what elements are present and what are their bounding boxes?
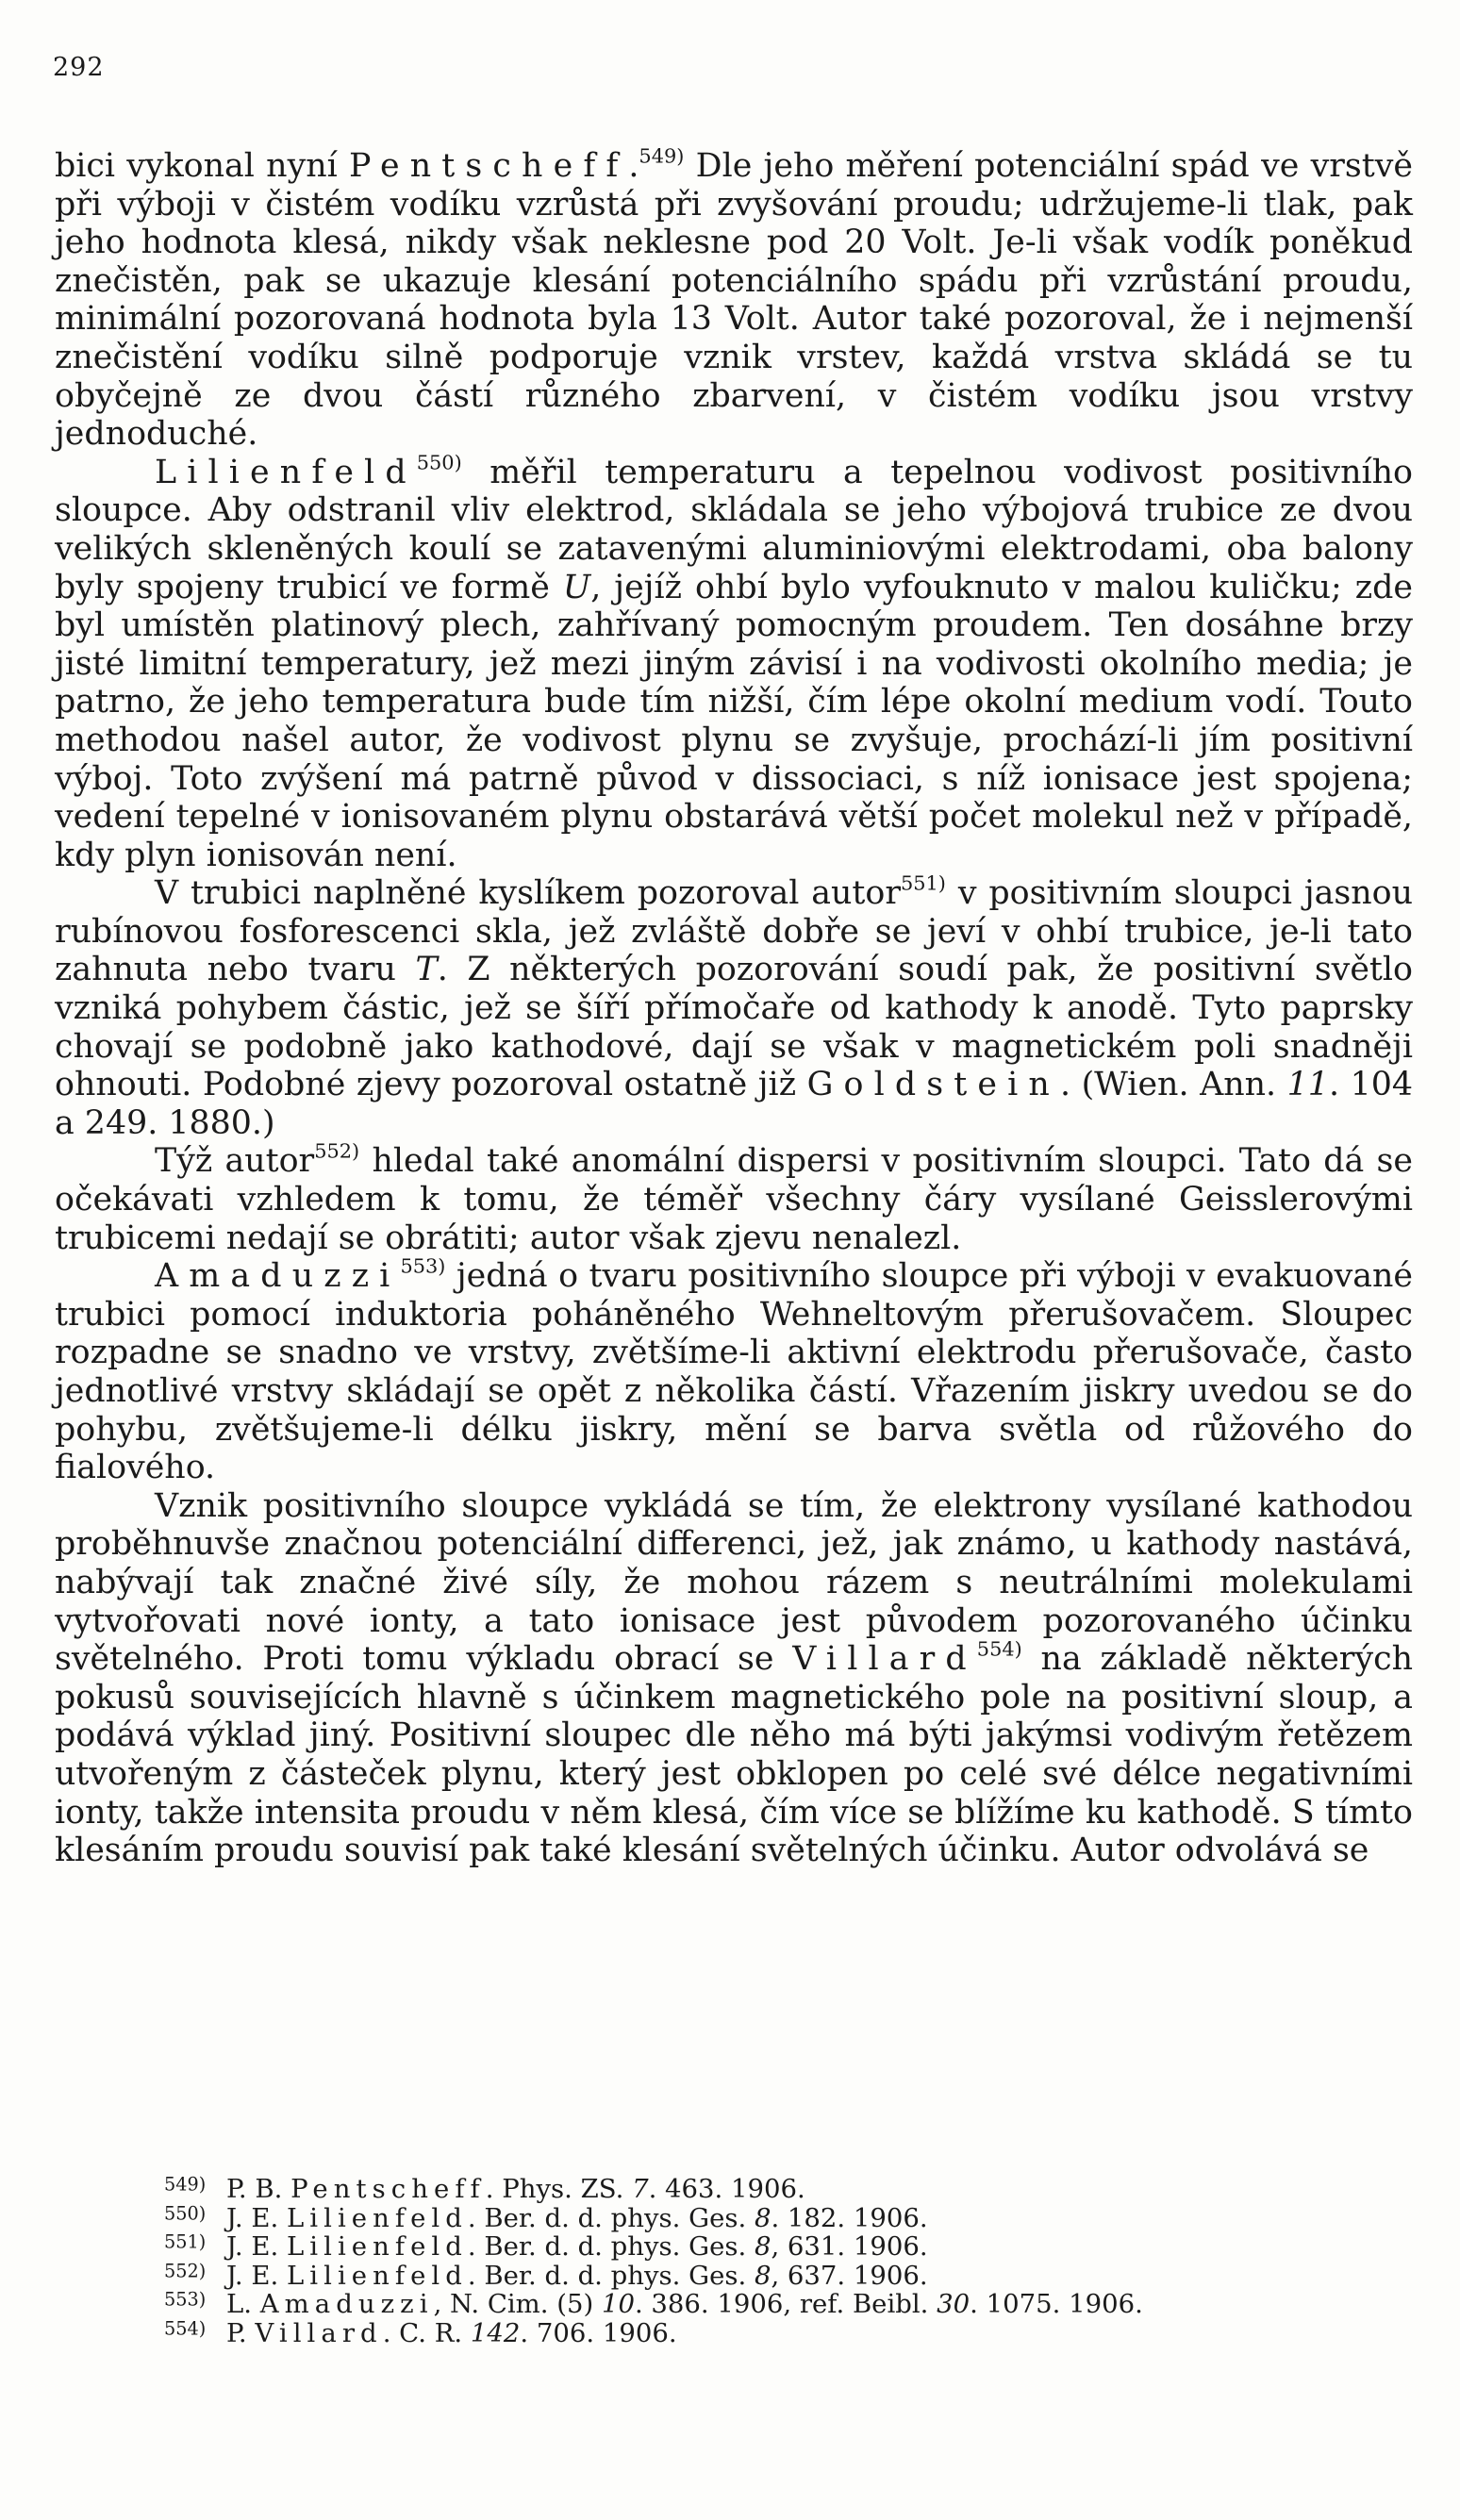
italic-text: 142 xyxy=(470,2317,521,2348)
text-run: . 182. 1906. xyxy=(771,2202,928,2233)
footnote-number: 549) xyxy=(164,2173,207,2196)
footnote-marker xyxy=(164,2262,226,2291)
text-run: jedná o tvaru positivního sloupce při výboji v evakuované trubici pomocí induktoria poháněného Wehneltovým přerušovačem. Sloupec rozpadne se snadno ve vrstvy, zvětšíme-li aktivní elektrodu přerušovače, často jednotlivé vrstvy skládají se opět z několika částí. Vřazením jiskry uvedou se do pohybu, zvětšujeme-li délku jiskry, mění se barva světla od růžového do fialového. xyxy=(55,1257,1413,1487)
footnote-number: 551) xyxy=(164,2230,207,2253)
spaced-name: Lilienfeld xyxy=(286,2260,468,2291)
text-run: V trubici naplněné kyslíkem pozoroval autor xyxy=(155,874,901,913)
footnote-marker xyxy=(164,2201,226,2233)
italic-text: 11 xyxy=(1286,1066,1329,1104)
text-run: , jejíž ohbí bylo vyfouknuto v malou kuličku; zde byl umístěn platinový plech, zahřívaný pomocným proudem. Ten dosáhne brzy jisté limitní temperatury, jež mezi jiným závisí i na vodivosti okolního media; je patrno, že jeho temperatura bude tím nižší, čím lépe okolní medium vodí. Touto methodou našel autor, že vodivost plynu se zvyšuje, prochází-li jím positivní výboj. Toto zvýšení má patrně původ v dissociaci, s níž ionisace jest spojena; vedení tepelné v ionisovaném plynu obstarává větší počet molekul než v případě, kdy plyn ionisován není. xyxy=(55,568,1413,874)
text-run: , 637. 1906. xyxy=(771,2260,928,2291)
footnote-reference: 549) xyxy=(639,144,685,168)
text-run: bici vykonal nyní xyxy=(55,147,350,185)
text-run: J. E. xyxy=(226,2231,287,2263)
footnote-number: 553) xyxy=(164,2288,207,2311)
spaced-name: Pentscheff xyxy=(290,2174,486,2204)
italic-text: 8 xyxy=(754,2260,771,2291)
footnote-marker xyxy=(164,2319,226,2348)
footnote xyxy=(166,2262,1411,2291)
italic-text: T xyxy=(415,951,438,989)
italic-text: 10 xyxy=(601,2289,635,2320)
footnote-reference: 554) xyxy=(976,1637,1022,1661)
footnote-marker xyxy=(164,2175,226,2204)
text-run: . Ber. d. d. phys. Ges. xyxy=(467,2202,755,2233)
text-run: . xyxy=(628,147,639,185)
italic-text: U xyxy=(562,568,591,606)
footnote-reference: 552) xyxy=(314,1139,360,1163)
spaced-name: Lilienfeld xyxy=(155,453,417,491)
footnote xyxy=(166,2232,1411,2262)
text-run: . 706. 1906. xyxy=(520,2317,677,2348)
text-run: J. E. xyxy=(226,2260,287,2291)
text-run: J. E. xyxy=(226,2202,287,2233)
spaced-name: Villard xyxy=(255,2317,383,2348)
paragraph xyxy=(55,144,1413,454)
spaced-name: Goldstein xyxy=(806,1066,1060,1104)
text-run: Týž autor xyxy=(155,1142,315,1181)
italic-text: 8 xyxy=(754,2202,771,2233)
text-run: . Ber. d. d. phys. Ges. xyxy=(467,2260,755,2291)
italic-text: 7 xyxy=(632,2174,649,2204)
footnote-reference: 551) xyxy=(900,871,946,895)
footnote-number: 554) xyxy=(164,2317,207,2340)
footnote-number: 552) xyxy=(164,2260,207,2282)
spaced-name: Amaduzzi xyxy=(155,1257,401,1296)
text-run: , N. Cim. (5) xyxy=(433,2289,602,2320)
footnote-marker xyxy=(164,2290,226,2319)
text-run: . C. R. xyxy=(382,2317,471,2348)
body-text xyxy=(55,144,1413,1870)
paragraph xyxy=(55,871,1413,1142)
text-run: Dle jeho měření potenciální spád ve vrstvě při výboji v čistém vodíku vzrůstá při zvyšování proudu; udržujeme-li tlak, pak jeho hodnota klesá, nikdy však neklesne pod 20 Volt. Je-li však vodík poněkud znečistěn, pak se ukazuje klesání potenciálního spádu při vzrůstání proudu, minimální pozorovaná hodnota byla 13 Volt. Autor také pozoroval, že i nejmenší znečistění vodíku silně podporuje vznik vrstev, každá vrstva skládá se tu obyčejně ze dvou částí různého zbarvení, v čistém vodíku jsou vrstvy jednoduché. xyxy=(55,147,1413,454)
text-run: Vznik positivního sloupce vykládá se tím, že elektrony vysílané kathodou proběhnuvše značnou potenciální differenci, jež, jak známo, u kathody nastává, nabývají tak značné živé síly, že mohou rázem s neutrálními molekulami vytvořovati nové ionty, a tato ionisace jest původem pozorovaného účinku světelného. Proti tomu výkladu obrací se xyxy=(55,1486,1413,1679)
footnote xyxy=(166,2175,1411,2204)
page-number: 292 xyxy=(53,53,105,82)
spaced-name: Villard xyxy=(792,1640,977,1679)
footnote-marker xyxy=(164,2232,226,2262)
paragraph xyxy=(55,451,1413,875)
footnote xyxy=(164,2201,1411,2233)
footnote-reference: 550) xyxy=(416,451,462,474)
spaced-name: Lilienfeld xyxy=(286,2202,468,2233)
text-run: hledal také anomální dispersi v positivním sloupci. Tato dá se očekávati vzhledem k tomu, že téměř všechny čáry vysílané Geisslerovými trubicemi nedají se obrátiti; autor však zjevu nenalezl. xyxy=(55,1142,1413,1257)
text-run: . 1075. 1906. xyxy=(970,2289,1143,2320)
text-run: . Z některých pozorování soudí pak, že positivní světlo vzniká pohybem částic, jež se šíří přímočaře od kathody k anodě. Tyto paprsky chovají se podobně jako kathodové, dají se však v magnetickém poli snadněji ohnouti. Podobné zjevy pozoroval ostatně již xyxy=(55,951,1413,1104)
paragraph xyxy=(55,1254,1413,1487)
text-run: v positivním sloupci jasnou rubínovou fosforescenci skla, jež zvláště dobře se jeví v ohbí trubice, je-li tato zahnuta nebo tvaru xyxy=(55,874,1413,989)
footnote xyxy=(166,2319,1411,2348)
italic-text: 30 xyxy=(937,2289,971,2320)
text-run: , 631. 1906. xyxy=(771,2231,928,2263)
paragraph xyxy=(55,1487,1413,1870)
text-run: . (Wien. Ann. xyxy=(1059,1066,1287,1104)
text-run: . 104 a 249. 1880.) xyxy=(55,1066,1413,1142)
spaced-name: Amaduzzi xyxy=(259,2289,434,2320)
paragraph xyxy=(55,1139,1413,1257)
text-run: . 463. 1906. xyxy=(648,2174,805,2204)
spaced-name: Lilienfeld xyxy=(286,2231,468,2263)
text-run: . 386. 1906, ref. Beibl. xyxy=(634,2289,937,2320)
text-run: P. B. xyxy=(226,2174,291,2204)
footnotes xyxy=(166,2175,1411,2348)
text-run: měřil temperaturu a tepelnou vodivost positivního sloupce. Aby odstranil vliv elektrod, skládala se jeho výbojová trubice ze dvou velikých skleněných koulí se zatavenými aluminiovými elektrodami, oba balony byly spojeny trubicí ve formě xyxy=(55,453,1413,606)
italic-text: 8 xyxy=(754,2231,771,2263)
text-run: . Ber. d. d. phys. Ges. xyxy=(467,2231,755,2263)
text-run: L. xyxy=(226,2289,260,2320)
footnote xyxy=(166,2290,1411,2319)
spaced-name: Pentscheff xyxy=(349,147,629,185)
footnote-reference: 553) xyxy=(400,1254,446,1278)
text-run: na základě některých pokusů souvisejících hlavně s účinkem magnetického pole na positivní sloup, a podává výklad jiný. Positivní sloupec dle něho má býti jakýmsi vodivým řetězem utvořeným z částeček plynu, který jest obklopen po celé své délce negativními ionty, takže intensita proudu v něm klesá, čím více se blížíme ku kathodě. S tímto klesáním proudu souvisí pak také klesání světelných účinku. Autor odvolává se xyxy=(55,1640,1413,1870)
text-run: . Phys. ZS. xyxy=(485,2174,633,2204)
footnote-number: 550) xyxy=(164,2201,207,2224)
text-run: P. xyxy=(226,2317,256,2348)
